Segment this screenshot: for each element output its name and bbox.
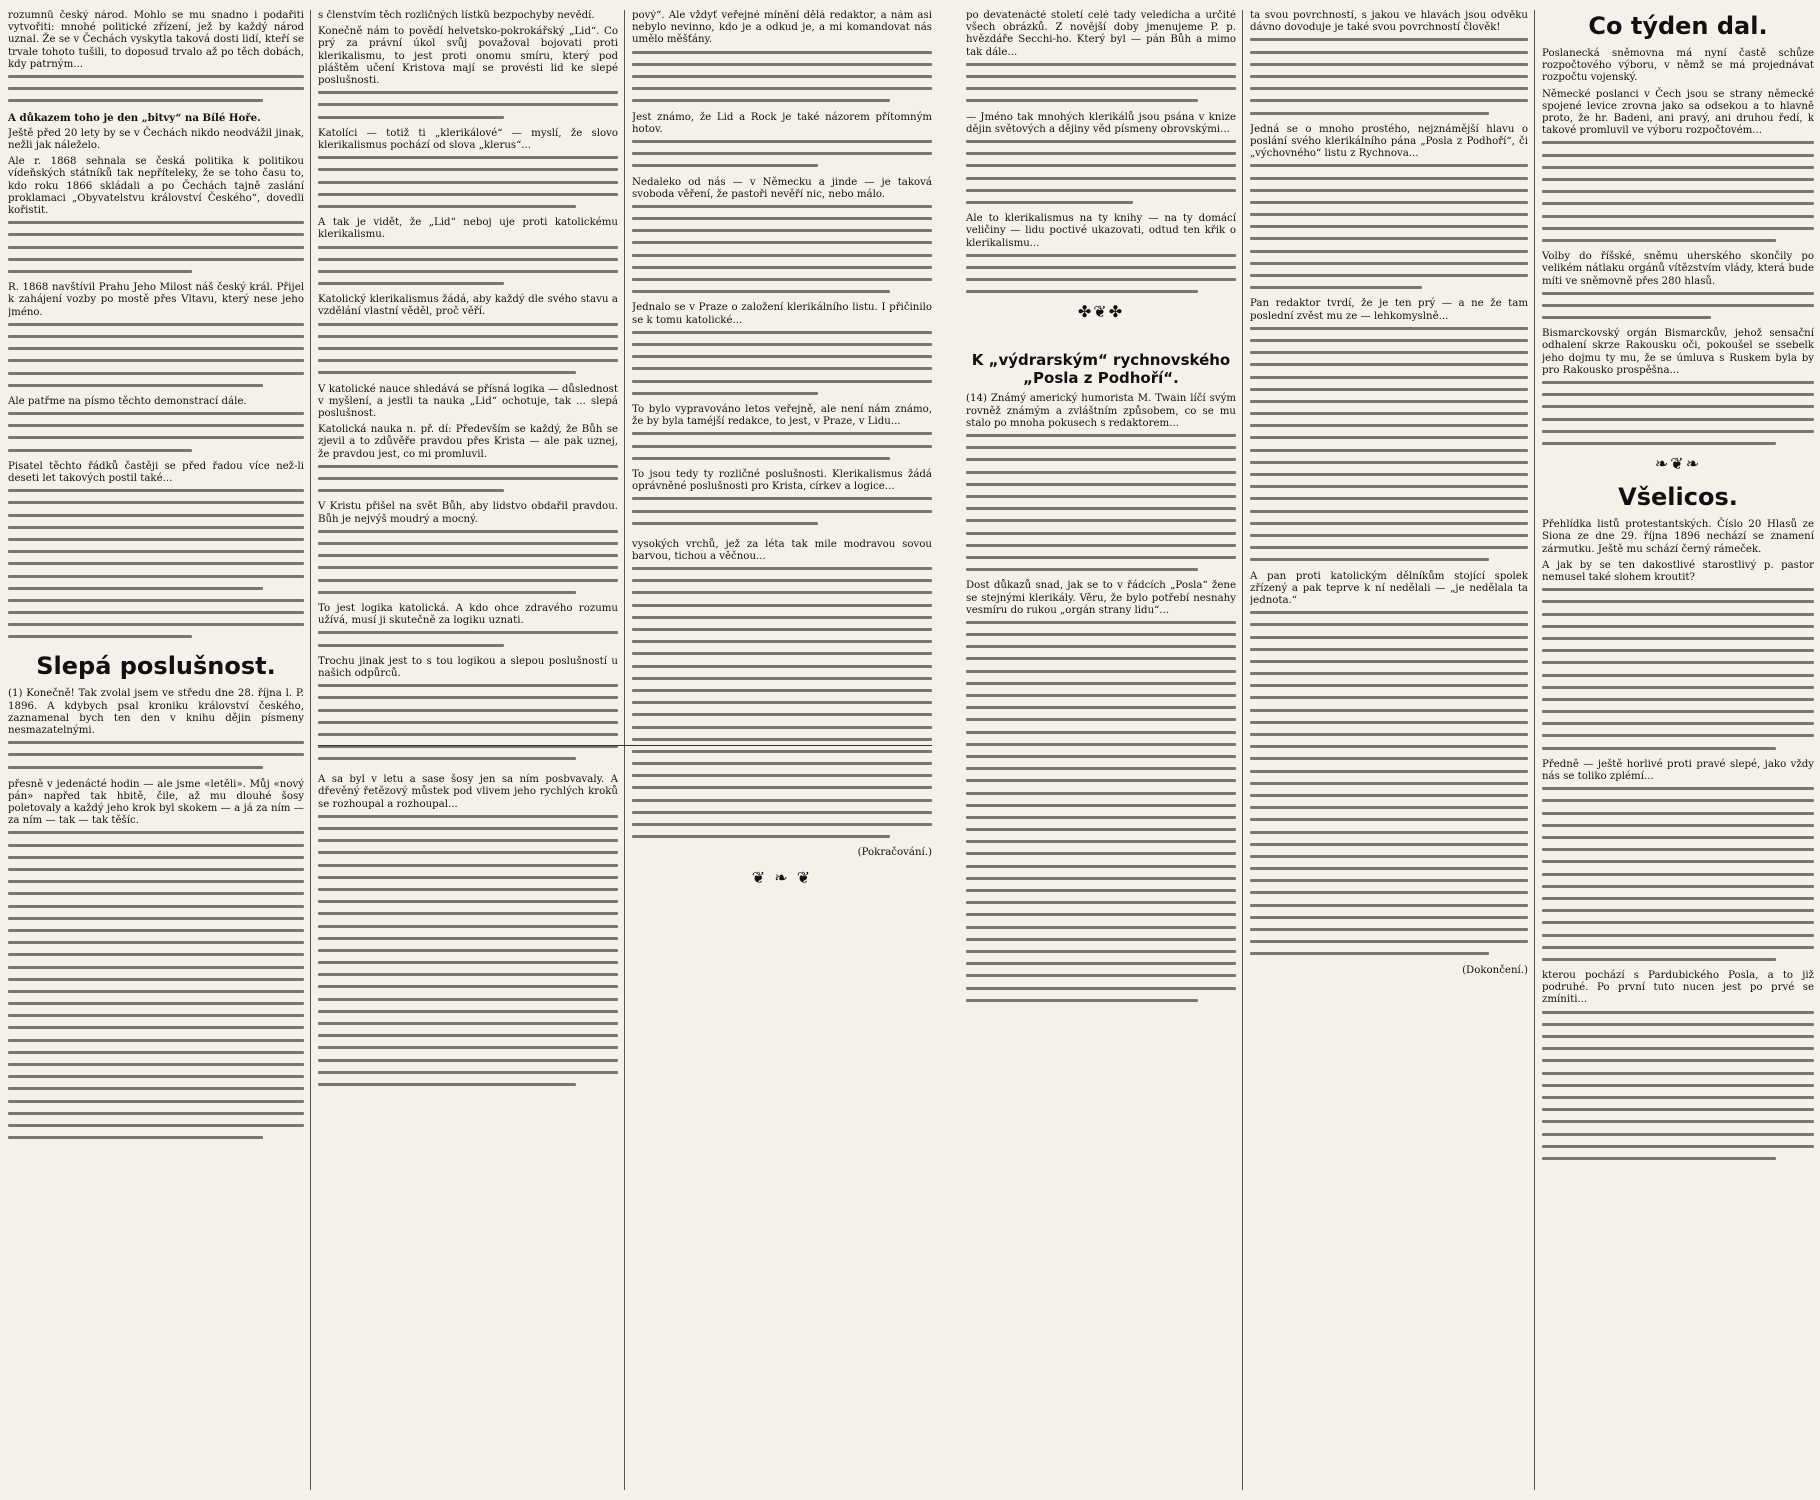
left-column-2 (318, 10, 618, 1490)
paragraph: Poslanecká sněmovna má nyní častě schůze rozpočtového výboru, v němž se má projednávat rozpočtu vojenský. (1542, 48, 1814, 84)
paragraph: Bismarckovský orgán Bismarckův, jehož sensační odhalení skrze Rakousku oči, pokoušel se ssebelk jeho dojmu ty mu, že se úmluva s Ruskem byla by pro Rakousko prospěšna... (1542, 328, 1814, 376)
right-column-3 (1542, 10, 1814, 1490)
paragraph: Pisatel těchto řádků častěji se před řadou více než-li deseti let takových postil také... (8, 460, 304, 485)
paragraph: přesně v jedenácté hodin — ale jsme «letěli». Můj «nový pán» napřed tak hbitě, čile, až mu dlouhé šosy poletovaly a každý jeho krok byl skokem — a já za ním — za ním — tak — tak těšíc. (8, 778, 304, 827)
paragraph: po devatenácté století celé tady veledícha a určité všech obrázků. Z novější doby jmenujeme P. p. hvězdáře Secchi-ho. Který byl — pán Bůh a mimo tak dále... (966, 10, 1236, 58)
paragraph: A sa byl v letu a sase šosy jen sa ním posbvavaly. A dřevěný řetězový můstek pod vlivem jeho rychlých kroků se rozhoupal a rozhoupal... (318, 774, 618, 810)
paragraph: — Jméno tak mnohých klerikálů jsou psána v knize dějin světových a dějiny věd písmeny obrovskými... (966, 111, 1236, 135)
paragraph: A jak by se ten dakostlivé starostlivý p. pastor nemusel také slohem kroutit? (1542, 559, 1814, 584)
paragraph: Konečně nám to povědí helvetsko-pokrokářský „Lid“. Co prý za právní úkol svůj považoval bojovati proti klerikalismu, to jest proti onomu smíru, který pod pláštěm učení Kristova mají se provésti lid ke slepé poslušnosti. (318, 26, 618, 87)
paragraph: Dost důkazů snad, jak se to v řádcích „Posla“ žene se stejnými klerikály. Věru, že bylo potřebí nesnahy vesmíru do rukou „orgán strany lidu“... (966, 580, 1236, 616)
paragraph: pový“. Ale vždyť veřejné mínění dělá redaktor, a nám asi nebylo nevinno, kdo je a odkud je, a mi komandovat nás umělo měšťány. (632, 10, 932, 46)
paragraph: (1) Konečně! Tak zvolal jsem ve středu dne 28. října l. P. 1896. A kdybych psal kroniku království českého, zaznamenal bych ten den v knihu dějin písmeny nesmazatelnými. (8, 688, 304, 737)
right-page (960, 0, 1820, 1500)
paragraph: ta svou povrchností, s jakou ve hlavách jsou odvěku dávno dovoduje je také svou povrchností člověk! (1250, 10, 1528, 34)
paragraph: To jest logika katolická. A kdo ohce zdravého rozumu užívá, musí ji skutečně za logiku uznati. (318, 602, 618, 627)
paragraph: A pan proti katolickým dělníkům stojící spolek zřízený a pak teprve k ní nedělali — „je nedělala ta jednota.“ (1250, 570, 1528, 606)
paragraph: Předně — ještě horlivé proti pravé slepé, jako vždy nás se toliko zplémí... (1542, 758, 1814, 783)
paragraph: To bylo vypravováno letos veřejně, ale není nám známo, že by byla taméjší redakce, to jest, v Praze, v Lidu... (632, 403, 932, 428)
ornament-divider: ✤❦✤ (1077, 302, 1125, 322)
paragraph: R. 1868 navštívil Prahu Jeho Milost náš český král. Přijel k zahájení vozby po mostě přes Vltavu, který nese jeho jméno. (8, 282, 304, 318)
paragraph: vysokých vrchů, jež za léta tak mile modravou sovou barvou, tichou a věčnou... (632, 538, 932, 562)
paragraph: Volby do říšské, sněmu uherského skončily po velikém nátlaku orgánů vítězstvím vlády, která bude míti ve sněmovně přes 280 hlasů. (1542, 251, 1814, 287)
paragraph: Ale to klerikalismus na ty knihy — na ty domácí veličiny — lidu poctivé ukazovati, odtud ten křik o klerikalismu... (966, 213, 1236, 249)
paragraph: Katolický klerikalismus žádá, aby každý dle svého stavu a vzdělání vlastní věděl, proč věří. (318, 294, 618, 318)
column-divider (1534, 10, 1535, 1490)
section-title-vydrarsk: K „výdrarským“ rychnovského „Posla z Podhoří“. (971, 351, 1231, 388)
paragraph: Katolická nauka n. př. dí: Především se každý, že Bůh se zjevil a to zdůvěře pravdou přes Krista — ale pak uznej, že pravdou jest, co mi promluvil. (318, 424, 618, 460)
left-column-3 (632, 10, 932, 1490)
paragraph: Přehlídka listů protestantských. Číslo 20 Hlasů ze Siona ze dne 29. října 1896 nechází se znamení zármutku. Ještě mu schází černý rámeček. (1542, 519, 1814, 555)
paragraph: Pan redaktor tvrdí, že je ten prý — a ne že tam poslední zvěst mu ze — lehkomyslně... (1250, 298, 1528, 322)
paragraph: kterou pochází s Pardubického Posla, a to již podruhé. Po první tuto nucen jest po prvé se zmíniti... (1542, 970, 1814, 1006)
paragraph: s členstvím těch rozličných lístků bezpochyby nevědí. (318, 10, 595, 21)
paragraph: Jest známo, že Lid a Rock je také názorem přítomným hotov. (632, 111, 932, 135)
paragraph: A tak je vidět, že „Lid“ neboj uje proti katolickému klerikalismu. (318, 217, 618, 241)
paragraph: To jsou tedy ty rozličné poslušnosti. Klerikalismus žádá oprávněné poslušnosti pro Krista, církev a logice... (632, 468, 932, 493)
paragraph: Jednalo se v Praze o založení klerikálního listu. I přičinilo se k tomu katolické... (632, 302, 932, 326)
horizontal-rule (318, 745, 932, 746)
ornament-divider: ❦ ❧ ❦ (751, 867, 813, 887)
paragraph: Katolíci — totiž ti „klerikálové“ — myslí, že slovo klerikalismus pochází od slova „klerus“... (318, 127, 618, 151)
paragraph: A důkazem toho je den „bitvy“ na Bílé Hoře. (8, 111, 261, 124)
column-divider (310, 10, 311, 1490)
paragraph: Ale r. 1868 sehnala se česká politika k politikou vídeňských státníků tak nepříteleky, že se toho času to, kdo roku 1866 skládali a po Čechách tajně zaslání proklamaci „Obyvatelstvu království Českého“, dovedli kořistit. (8, 156, 304, 216)
paragraph: Ještě před 20 lety by se v Čechách nikdo neodvážil jinak, nežli jak náleželo. (8, 127, 304, 151)
paragraph: Ale patřme na písmo těchto demonstrací dále. (8, 395, 247, 407)
ornament-divider: ❧❦❧ (1654, 454, 1702, 474)
right-column-1 (966, 10, 1236, 1490)
column-divider (624, 10, 625, 1490)
paragraph: Nedaleko od nás — v Německu a jinde — je taková svoboda věření, že pastoři nevěří nic, nebo málo. (632, 176, 932, 200)
completion-note: (Dokončení.) (1462, 964, 1528, 976)
paragraph: Německé poslanci v Čech jsou se strany německé spojené levice zrovna jako sa odsekou a to hlavně proto, že hr. Badeni, ani pravý, ani druhou ředí, k takové promluvil ve výboru rozpočtovém... (1542, 88, 1814, 137)
paragraph: Trochu jinak jest to s tou logikou a slepou poslušností u našich odpůrců. (318, 655, 618, 679)
right-column-2 (1250, 10, 1528, 1490)
paragraph: (14) Známý americký humorista M. Twain líčí svým rovněž známým a zvláštním způsobem, co se mu stalo po mnoha pokusech s redaktorem... (966, 393, 1236, 429)
left-column-1 (8, 10, 304, 1490)
section-title-vselicos: Všelicos. (1618, 483, 1738, 512)
paragraph: Jedná se o mnoho prostého, nejznámější hlavu o poslání svého klerikálního pána „Posla z Podhoří“, či „výchovného“ listu z Rychnova... (1250, 123, 1528, 160)
section-title-co-tyden-dal: Co týden dal. (1588, 12, 1768, 40)
paragraph: V Kristu přišel na svět Bůh, aby lidstvo obdařil pravdou. Bůh je nejvýš moudrý a mocný. (318, 501, 618, 525)
paragraph: V katolické nauce shledává se přísná logika — důslednost v myšlení, a jestli ta nauka „Lid“ ochotuje, tak ... slepá poslušnost. (318, 383, 618, 420)
continued-note: (Pokračování.) (857, 847, 932, 859)
section-title-slepa-poslusnost: Slepá poslušnost. (36, 652, 276, 681)
paragraph: rozumnů český národ. Mohlo se mu snadno i podařiti vytvořiti: mnohé politické zřízení, jež by každý národ uznal. Že se v Čechách vyskytla taková dosti lidí, kteří se trvale tohoto tušili, to doposud trvalo až po těch dobách, kdy patrným... (8, 10, 304, 70)
column-divider (1242, 10, 1243, 1490)
